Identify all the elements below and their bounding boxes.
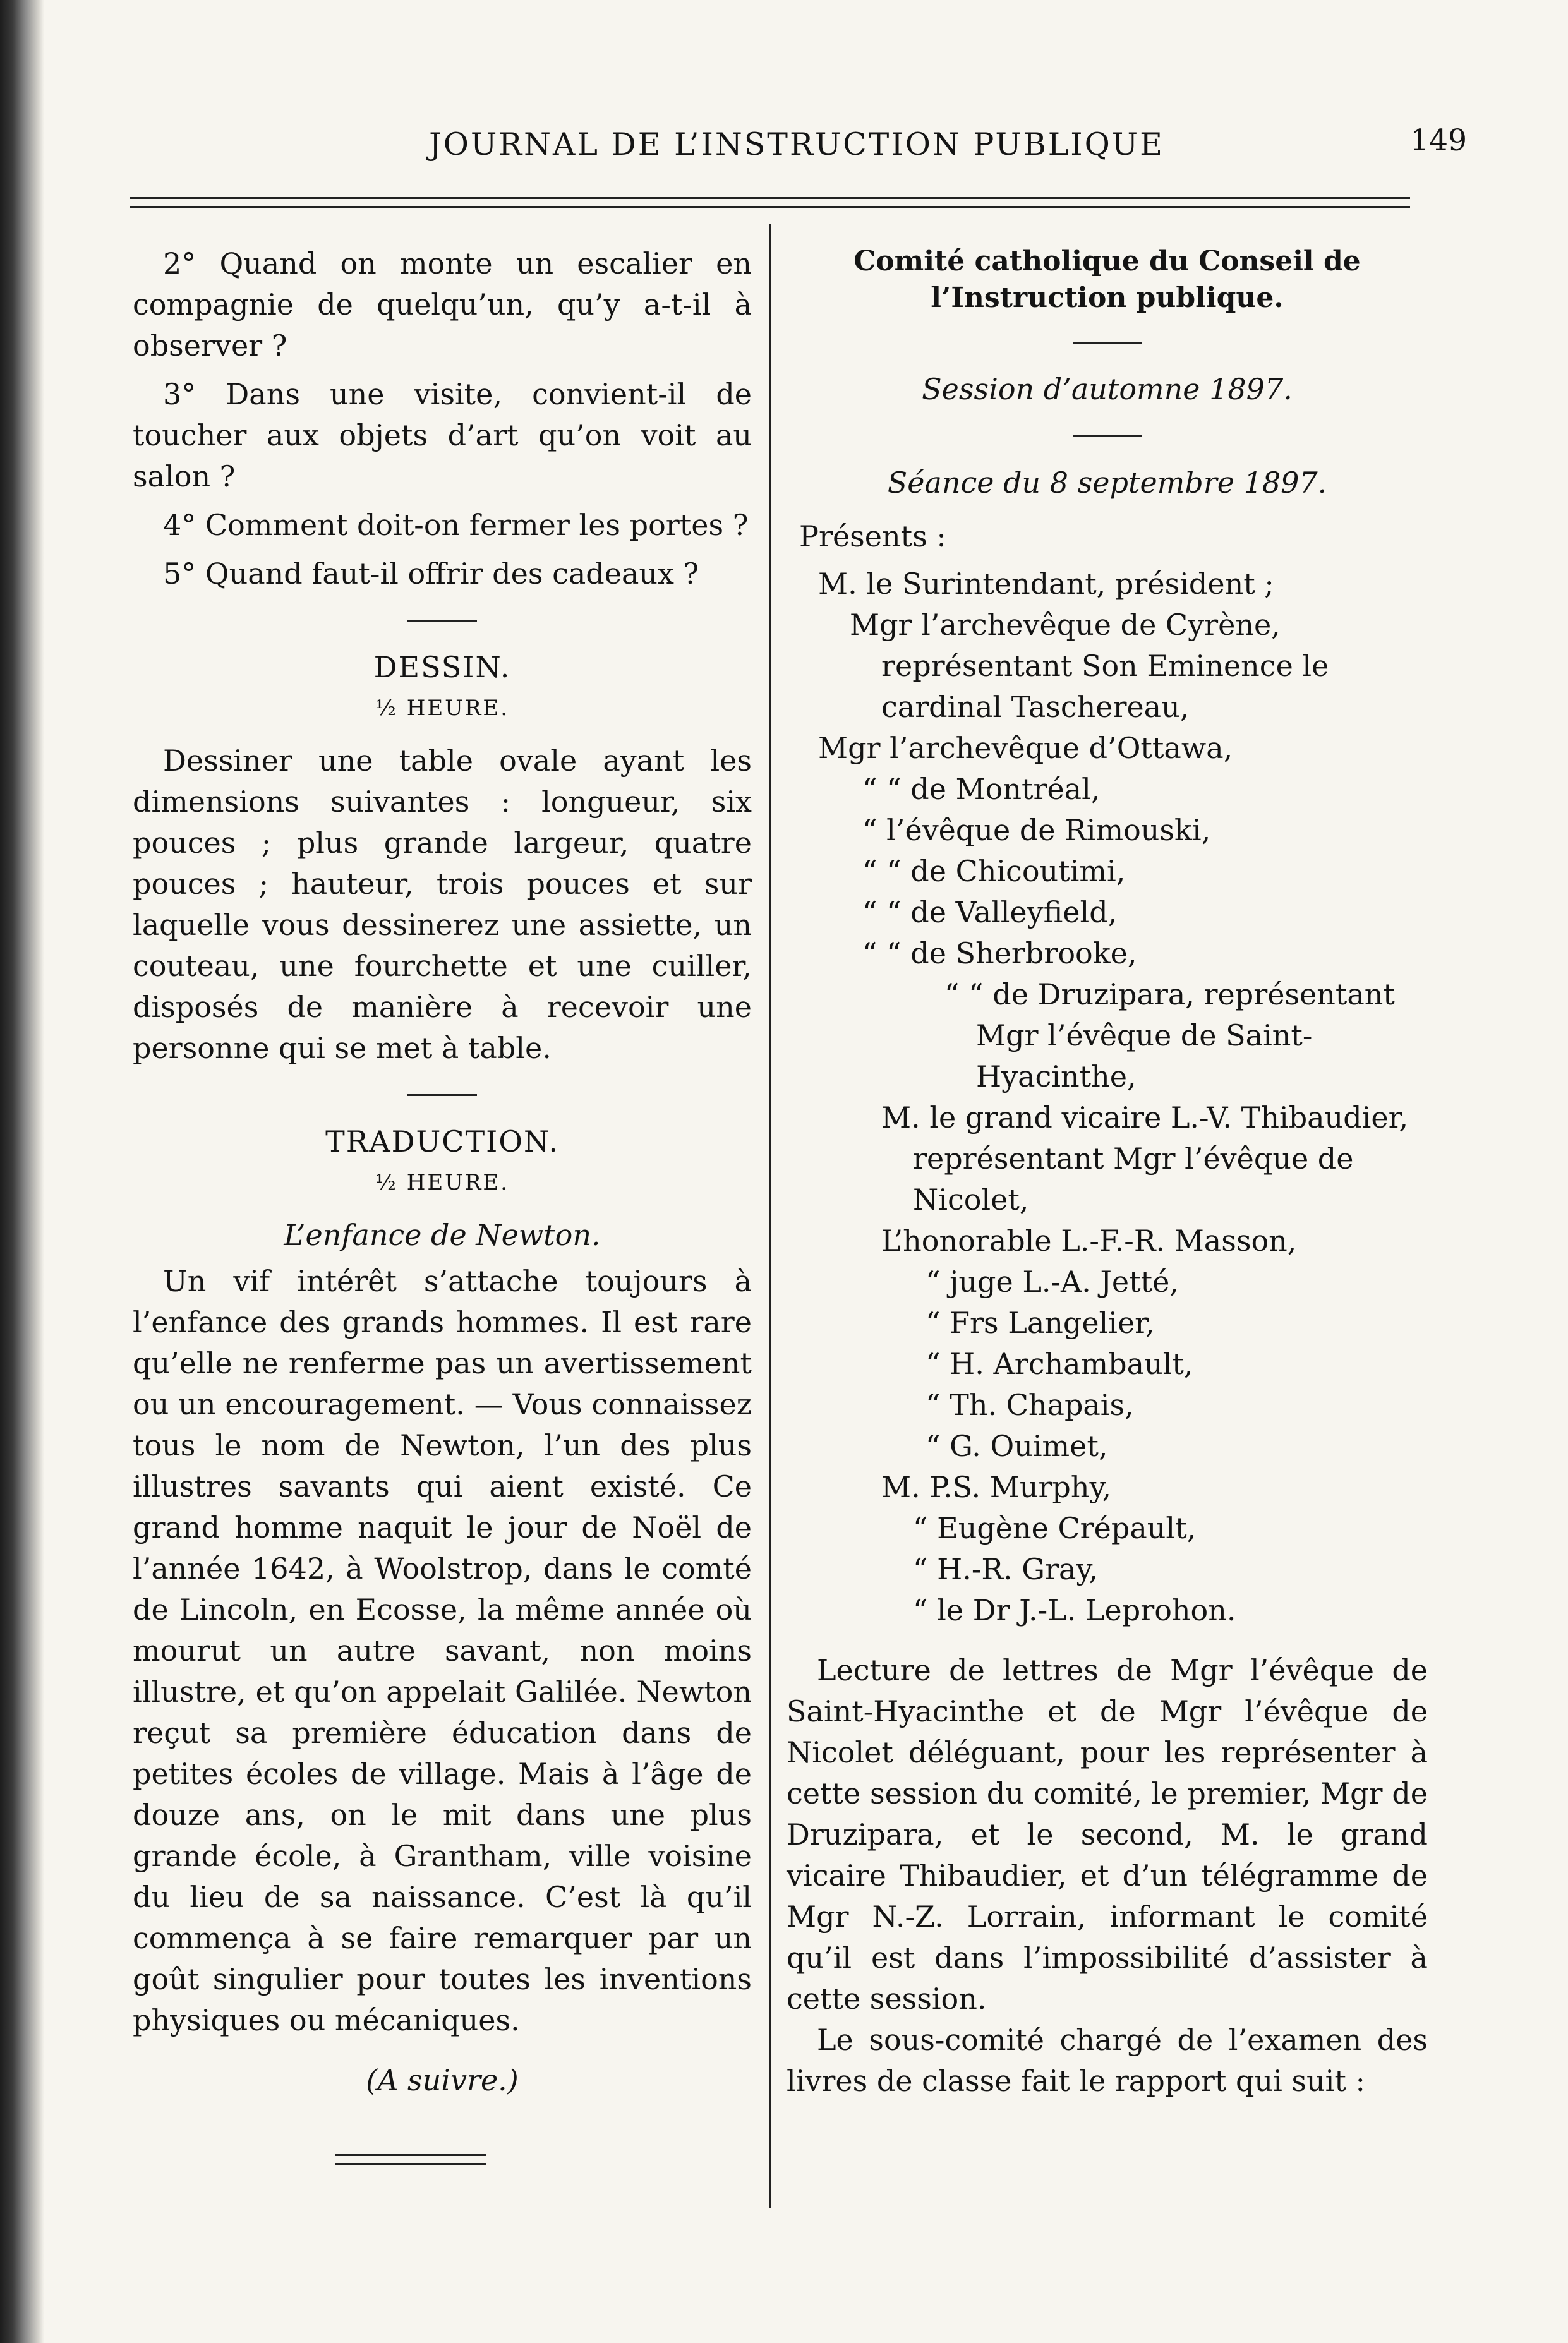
question-4: 4° Comment doit-on fermer les portes ? xyxy=(163,508,749,542)
committee-heading: Comité catholique du Conseil de l’Instruction publique. xyxy=(853,245,1361,314)
seance-line: Séance du 8 septembre 1897. xyxy=(887,466,1327,500)
letters-paragraph: Lecture de lettres de Mgr l’évêque de Saint-Hyacinthe et de Mgr l’évêque de Nicolet déléguant, pour les représenter à cette session du comité, le premier, Mgr de Druzipara, et le second, M. le grand vicaire Thibaudier, et d’un télégramme de Mgr N.-Z. Lorrain, informant le comité qu’il est dans l’impossibilité d’assister à cette session. xyxy=(787,1653,1428,2016)
attendee: “ Th. Chapais, xyxy=(926,1388,1134,1422)
header-double-rule xyxy=(130,197,1410,208)
section-separator xyxy=(407,1094,477,1096)
question-3: 3° Dans une visite, convient-il de toucher aux objets d’art qu’on voit au salon ? xyxy=(133,377,752,493)
dessin-text: Dessiner une table ovale ayant les dimensions suivantes : longueur, six pouces ; plus grande largeur, quatre pouces ; hauteur, trois pouces et sur laquelle vous dessinerez une assiette, un couteau, une fourchette et une cuiller, disposés de manière à recevoir une personne qui se met à table. xyxy=(133,744,752,1065)
attendee: “ “ de Chicoutimi, xyxy=(862,854,1126,888)
page-number: 149 xyxy=(1410,123,1467,158)
traduction-title: TRADUCTION. xyxy=(325,1124,559,1159)
traduction-duration: ½ HEURE. xyxy=(375,1170,510,1195)
attendee: “ le Dr J.-L. Leprohon. xyxy=(913,1593,1236,1627)
running-head xyxy=(126,123,1467,177)
attendee: “ Eugène Crépault, xyxy=(913,1511,1197,1545)
attendee: M. P.S. Murphy, xyxy=(881,1470,1112,1504)
section-separator xyxy=(1073,435,1142,437)
dessin-duration: ½ HEURE. xyxy=(375,696,510,721)
attendee: M. le grand vicaire L.-V. Thibaudier, représentant Mgr l’évêque de Nicolet, xyxy=(881,1100,1409,1217)
binding-edge xyxy=(0,0,44,2343)
attendee: L’honorable L.-F.-R. Masson, xyxy=(881,1224,1297,1258)
session-line: Session d’automne 1897. xyxy=(922,372,1293,406)
attendee: Mgr l’archevêque d’Ottawa, xyxy=(818,731,1233,765)
section-separator xyxy=(1073,342,1142,344)
subcommittee-paragraph: Le sous-comité chargé de l’examen des livres de classe fait le rapport qui suit : xyxy=(787,2023,1428,2098)
attendee: M. le Surintendant, président ; xyxy=(818,567,1274,601)
attendee: “ “ de Sherbrooke, xyxy=(862,936,1137,970)
left-column xyxy=(133,243,752,2130)
attendee: “ G. Ouimet, xyxy=(926,1429,1108,1463)
footer-double-rule xyxy=(335,2154,486,2165)
attendee: “ l’évêque de Rimouski, xyxy=(862,813,1211,847)
attendee: “ “ de Valleyfield, xyxy=(862,895,1118,929)
column-divider xyxy=(769,224,771,2208)
attendee: “ H. Archambault, xyxy=(926,1347,1193,1381)
attendee: Mgr l’archevêque de Cyrène, représentant Son Eminence le cardinal Taschereau, xyxy=(850,608,1329,724)
attendee: “ Frs Langelier, xyxy=(926,1306,1155,1340)
attendee: “ “ de Montréal, xyxy=(862,772,1101,806)
section-separator xyxy=(407,620,477,622)
attendee: “ “ de Druzipara, représentant Mgr l’évêque de Saint-Hyacinthe, xyxy=(944,977,1395,1093)
question-2: 2° Quand on monte un escalier en compagnie de quelqu’un, qu’y a-t-il à observer ? xyxy=(133,246,752,363)
present-label: Présents : xyxy=(799,519,946,553)
attendee: “ H.-R. Gray, xyxy=(913,1552,1098,1586)
dessin-title: DESSIN. xyxy=(373,650,511,684)
attendee: “ juge L.-A. Jetté, xyxy=(926,1265,1179,1299)
traduction-subtitle: L’enfance de Newton. xyxy=(284,1218,601,1252)
continued-note: (A suivre.) xyxy=(366,2063,519,2097)
traduction-text: Un vif intérêt s’attache toujours à l’enfance des grands hommes. Il est rare qu’elle ne renferme pas un avertissement ou un encouragement. — Vous connaissez tous le nom de Newton, l’un des plus illustres savants qui aient existé. Ce grand homme naquit le jour de Noël de l’année 1642, à Woolstrop, dans le comté de Lincoln, en Ecosse, la même année où mourut un autre savant, non moins illustre, et qu’on appelait Galilée. Newton reçut sa première éducation dans de petites écoles de village. Mais à l’âge de douze ans, on le mit dans une plus grande école, à Grantham, ville voisine du lieu de sa naissance. C’est là qu’il commença à se faire remarquer par un goût singulier pour toutes les inventions physiques ou mécaniques. xyxy=(133,1264,752,2037)
journal-title: JOURNAL DE L’INSTRUCTION PUBLIQUE xyxy=(429,126,1164,162)
right-column xyxy=(787,243,1428,2102)
question-5: 5° Quand faut-il offrir des cadeaux ? xyxy=(163,557,699,591)
